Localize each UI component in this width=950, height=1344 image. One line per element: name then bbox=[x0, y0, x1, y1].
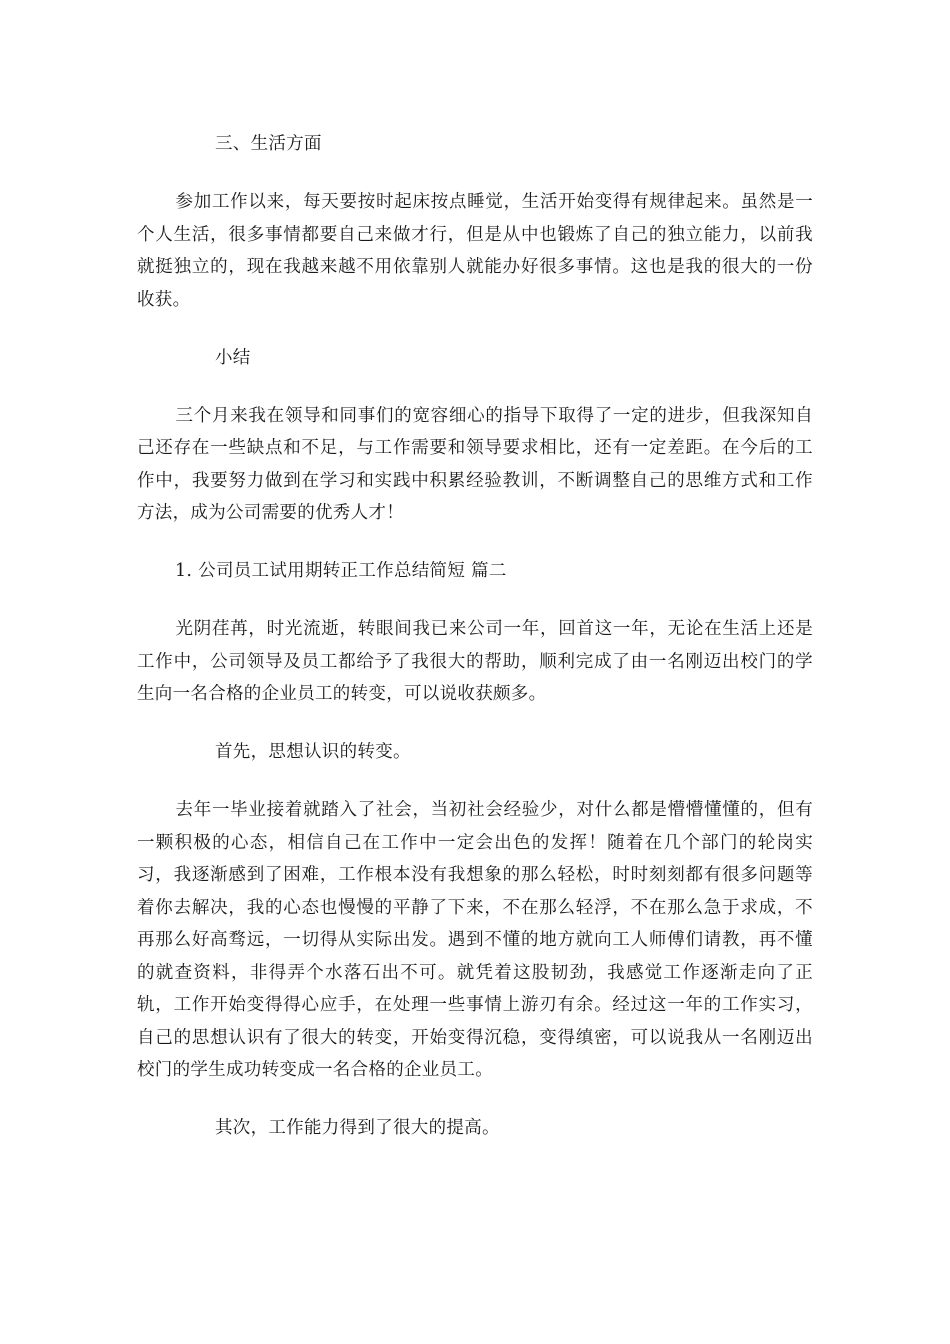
section-life-heading: 三、生活方面 bbox=[215, 134, 322, 154]
second-point-heading: 其次，工作能力得到了很大的提高。 bbox=[215, 1118, 500, 1138]
article-two-title: 1. 公司员工试用期转正工作总结简短 篇二 bbox=[175, 561, 507, 581]
article-two-intro-paragraph: 光阴荏苒，时光流逝，转眼间我已来公司一年，回首这一年，无论在生活上还是工作中，公司领导及员工都给予了我很大的帮助，顺利完成了由一名刚迈出校门的学生向一名合格的企业员工的转变，可以说收获颇多。 bbox=[137, 619, 813, 704]
section-life-paragraph: 参加工作以来，每天要按时起床按点睡觉，生活开始变得有规律起来。虽然是一个人生活，很多事情都要自己来做才行，但是从中也锻炼了自己的独立能力，以前我就挺独立的，现在我越来越不用依靠别人就能办好很多事情。这也是我的很大的一份收获。 bbox=[137, 192, 813, 310]
summary-heading: 小结 bbox=[215, 347, 251, 368]
first-point-paragraph: 去年一毕业接着就踏入了社会，当初社会经验少，对什么都是懵懵懂懂的，但有一颗积极的心态，相信自己在工作中一定会出色的发挥！随着在几个部门的轮岗实习，我逐渐感到了困难，工作根本没有我想象的那么轻松，时时刻刻都有很多问题等着你去解决，我的心态也慢慢的平静了下来，不在那么轻浮，不在那么急于求成，不再那么好高骛远，一切得从实际出发。遇到不懂的地方就向工人师傅们请教，再不懂的就查资料，非得弄个水落石出不可。就凭着这股韧劲，我感觉工作逐渐走向了正轨，工作开始变得得心应手，在处理一些事情上游刃有余。经过这一年的工作实习，自己的思想认识有了很大的转变，开始变得沉稳，变得缜密，可以说我从一名刚迈出校门的学生成功转变成一名合格的企业员工。 bbox=[137, 800, 813, 1080]
first-point-heading: 首先，思想认识的转变。 bbox=[215, 742, 411, 762]
document-content bbox=[137, 128, 813, 1170]
summary-paragraph: 三个月来我在领导和同事们的宽容细心的指导下取得了一定的进步，但我深知自己还存在一些缺点和不足，与工作需要和领导要求相比，还有一定差距。在今后的工作中，我要努力做到在学习和实践中积累经验教训，不断调整自己的思维方式和工作方法，成为公司需要的优秀人才！ bbox=[137, 405, 813, 523]
